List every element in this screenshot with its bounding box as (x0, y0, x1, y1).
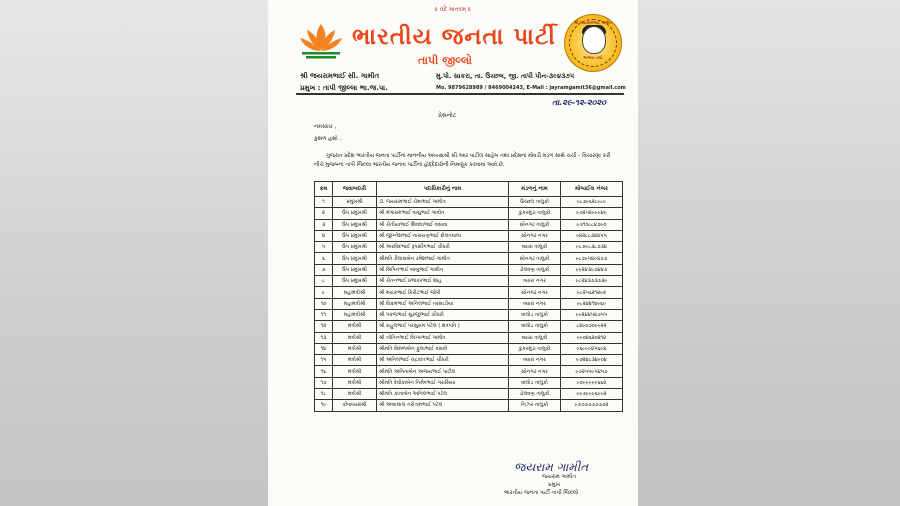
cell-serial: ૭ (315, 264, 333, 275)
cell-serial: ૧૪ (315, 343, 333, 354)
table-row (315, 309, 623, 320)
cell-mobile-number: ૯૯૨૪૪૫૪૭૫૫ (561, 309, 623, 320)
cell-mobile-number: ૯૭૨૫૨૯૯૯૪૯ (561, 208, 623, 219)
cell-officer-name: શ્રી ચેતીયાભાઈ શિવલાભાઈ વસાવા (377, 219, 509, 230)
president-name: શ્રી જયરામભાઈ સી. ગામીત (300, 72, 380, 80)
header-mandal-name: મંડળનું નામ (509, 182, 561, 197)
cell-mobile-number: ૯૭૭૭૭૭૭૭૭૨ (561, 400, 623, 411)
cell-serial: ૨ (315, 208, 333, 219)
background-left (0, 0, 268, 506)
cell-mandal-name: કુકરમુંડા તાલુકો (509, 208, 561, 219)
table-row (315, 208, 623, 219)
cell-serial: ૪ (315, 230, 333, 241)
cell-serial: ૧૨ (315, 321, 333, 332)
table-header-row (315, 182, 623, 197)
table-row (315, 332, 623, 343)
cell-mobile-number: ૯૪૨૮૮૩૪૪૫૫ (561, 230, 623, 241)
cell-officer-name: શ્રીમતિ કૈલાસબેન રમેશભાઈ ગામીત (377, 253, 509, 264)
cell-serial: ૧૭ (315, 377, 333, 388)
cell-mobile-number: ૯૬૯૯૯૪૫૬૯૪ (561, 343, 623, 354)
cell-mobile-number: ૯૮૭૯૬૨૮૯૮૯ (561, 197, 623, 208)
cell-serial: ૬ (315, 253, 333, 264)
cell-mobile-number: ૯૭૨૫૫૯૫૪૫૭ (561, 366, 623, 377)
cell-mandal-name: વાલોડ તાલુકો (509, 377, 561, 388)
table-row (315, 276, 623, 287)
table-row (315, 389, 623, 400)
signatory-organization: ભારતીય જનતા પાર્ટી તાપી જિલ્લો (504, 490, 579, 496)
table-row (315, 242, 623, 253)
cell-mobile-number: ૯૯૭૯૯૯૬૯૯૨ (561, 389, 623, 400)
table-row (315, 253, 623, 264)
header-divider (296, 93, 624, 95)
cell-officer-name: શ્રી જીગ્નેશભાઈ નારાયણભાઈ દોલતવાલા (377, 230, 509, 241)
cell-responsibility: મહામંત્રીશ્રી (333, 287, 377, 298)
cell-serial: ૧૦ (315, 298, 333, 309)
cell-mobile-number: ૯૮૭૯૮૩૮૭૩૪ (561, 242, 623, 253)
cell-responsibility: ઉપ પ્રમુખશ્રી (333, 208, 377, 219)
table-row (315, 197, 623, 208)
emblem-text: શ્રી જયરામભાઈ ગામીત (574, 20, 612, 25)
table-row (315, 400, 623, 411)
cell-officer-name: શ્રીમતિ દેવીકાબેન નિમેષભાઈ ગરાસિયા (377, 377, 509, 388)
president-title: પ્રમુખ : તાપી જીલ્લા ભા.જ.પા. (300, 84, 388, 92)
press-note-title: પ્રેસનોટ (438, 112, 457, 119)
cell-mandal-name: કુકરમુંડા તાલુકો (509, 343, 561, 354)
cell-responsibility: ઉપ પ્રમુખશ્રી (333, 219, 377, 230)
cell-responsibility: મંત્રીશ્રી (333, 355, 377, 366)
cell-mandal-name: સોનગઢ તાલુકો (509, 219, 561, 230)
cell-responsibility: પ્રમુખશ્રી (333, 197, 377, 208)
cell-serial: ૩ (315, 219, 333, 230)
cell-responsibility: મંત્રીશ્રી (333, 343, 377, 354)
appointments-table (314, 181, 623, 412)
cell-serial: ૧૧ (315, 309, 333, 320)
cell-mobile-number: ૯૮૨૪૩૭૩૭૩૯ (561, 276, 623, 287)
cell-serial: ૧૬ (315, 366, 333, 377)
body-paragraph: ગુજરાત પ્રદેશ ભારતીય જનતા પાર્ટીનાં માનનીય અધ્યક્ષશ્રી સી.આર પાટીલ સાહેબ તથા પ્રદેશનાં મોવડી મંડળ સાથે ચર્ચા – વિચારણા કરી નીચે મુજબનાં તાપી જિલ્લા ભારતીય જનતા પાર્ટીનાં હોદ્દેદારોની નિમણૂંક કરવામાં આવે છે. (314, 153, 611, 168)
cell-responsibility: ઉપ પ્રમુખશ્રી (333, 253, 377, 264)
table-row (315, 321, 623, 332)
cell-mobile-number: ૮૪૯૦૭૦૯૯૨૨ (561, 321, 623, 332)
cell-responsibility: મંત્રીશ્રી (333, 389, 377, 400)
cell-serial: ૧૮ (315, 389, 333, 400)
cell-officer-name: શ્રીમતિ કાંતાબેન અનિલભાઈ પટેલ (377, 389, 509, 400)
cell-officer-name: શ્રી વિક્રમભાઈ અનિલભાઈ તરસાડીયા (377, 298, 509, 309)
cell-officer-name: શ્રી રાહુલભાઈ પરસુરામ પટેલ ( ક્ષત્રપતિ ) (377, 321, 509, 332)
table-row (315, 366, 623, 377)
header-mobile-number: મોબાઈલ નંબર (561, 182, 623, 197)
cell-mandal-name: સોનગઢ નગર (509, 287, 561, 298)
signatory-title: પ્રમુખ (548, 482, 560, 488)
cell-officer-name: શ્રી અનિલભાઈ ચંદ્રકાંતભાઈ ચૌધરી (377, 355, 509, 366)
cell-officer-name: શ્રી ચેતનભાઈ પ્રભાકરભાઈ શાહ (377, 276, 509, 287)
table-row (315, 230, 623, 241)
greeting-line-2: કુશળ હશો , (314, 136, 342, 142)
cell-mobile-number: ૯૮૨૪૪૧૪૯૬૯ (561, 298, 623, 309)
table-row (315, 219, 623, 230)
cell-mandal-name: સોનગઢ નગર (509, 230, 561, 241)
cell-mandal-name: ડોલવણ તાલુકો (509, 264, 561, 275)
cell-officer-name: શ્રી બિપિનભાઈ બાબુભાઈ ગામીત (377, 264, 509, 275)
contact-info: Mo. 9879628989 / 8469004243, E-Mail : jayramgamit36@gmail.com (436, 85, 626, 91)
header-serial: ક્રમ (315, 182, 333, 197)
cell-officer-name: શ્રીમતિ અનિતાબેન અજયભાઈ પાટીલ (377, 366, 509, 377)
cell-mandal-name: વાલોડ તાલુકો (509, 309, 561, 320)
cell-mandal-name: સોનગઢ નગર (509, 366, 561, 377)
table-row (315, 298, 623, 309)
press-note-document (268, 0, 638, 506)
cell-officer-name: શ્રી પંકજભાઈ સુરજીભાઈ ચૌધરી (377, 309, 509, 320)
cell-mandal-name: નિઝર તાલુકો (509, 400, 561, 411)
cell-responsibility: મહામંત્રીશ્રી (333, 309, 377, 320)
table-row (315, 264, 623, 275)
table-row (315, 343, 623, 354)
cell-officer-name: ડૉ. જયરામભાઈ ચેમાભાઈ ગામીત (377, 197, 509, 208)
header-responsibility: જવાબદારી (333, 182, 377, 197)
header-top-line: ॥ વંદે માતરમ્ ॥ (434, 6, 472, 13)
cell-officer-name: શ્રી મંગારામભાઈ વાસુભાઈ ગાવીત (377, 208, 509, 219)
header-officer-name: પદાધિકારીનું નામ (377, 182, 509, 197)
background-right (638, 0, 900, 506)
cell-mobile-number: ૯૭૨૪૮૩૪૯૦૪ (561, 355, 623, 366)
cell-mobile-number: ૯૦૯૯૯૯૯૬૬૨ (561, 377, 623, 388)
cell-mobile-number: ૯૮૭૯૫૪૯૪૭૭ (561, 253, 623, 264)
cell-officer-name: શ્રી અરવિંદભાઈ રૂપસીંગભાઈ ચૌધરી (377, 242, 509, 253)
cell-mandal-name: વ્યારા નગર (509, 355, 561, 366)
table-row (315, 377, 623, 388)
address: મુ.પો. સાકરા, તા. ઉચ્છલ, જી. તાપી પીન-૩૯૪૩૭૫ (436, 72, 575, 80)
cell-mandal-name: વ્યારા તાલુકો (509, 242, 561, 253)
cell-mandal-name: વ્યારા તાલુકો (509, 332, 561, 343)
cell-officer-name: શ્રીમતિ વિમળાબેન ફુલાભાઈ વસાવે (377, 343, 509, 354)
emblem-caption: ભાજપ તાપી (583, 55, 603, 60)
cell-responsibility: ઉપ પ્રમુખશ્રી (333, 242, 377, 253)
cell-responsibility: ઉપ પ્રમુખશ્રી (333, 276, 377, 287)
cell-mandal-name: ડોલવણ તાલુકો (509, 389, 561, 400)
cell-serial: ૯ (315, 287, 333, 298)
emblem-portrait-face (582, 26, 606, 54)
cell-mobile-number: ૯૯૨૪૩૯૭૪૪૭ (561, 264, 623, 275)
cell-serial: ૮ (315, 276, 333, 287)
cell-serial: ૧ (315, 197, 333, 208)
cell-responsibility: મહામંત્રીશ્રી (333, 298, 377, 309)
cell-responsibility: મંત્રીશ્રી (333, 321, 377, 332)
cell-mandal-name: વાલોડ તાલુકો (509, 321, 561, 332)
cell-serial: ૫ (315, 242, 333, 253)
cell-mandal-name: વ્યારા નગર (509, 298, 561, 309)
cell-officer-name: શ્રી મયંકભાઈ કિરીટભાઈ જોષી (377, 287, 509, 298)
cell-responsibility: કોષાધ્યક્ષશ્રી (333, 400, 377, 411)
cell-responsibility: ઉપ પ્રમુખશ્રી (333, 264, 377, 275)
cell-officer-name: શ્રી અંબાલાલ નરોત્તમભાઈ પટેલ (377, 400, 509, 411)
greeting-line-1: નમસ્કાર , (314, 124, 337, 130)
cell-responsibility: મંત્રીશ્રી (333, 377, 377, 388)
cell-mobile-number: ૯૯૦૪૬૨૦૨૧૨ (561, 332, 623, 343)
signatory-name: જયરામ ગામીત (542, 474, 576, 480)
cell-serial: ૧૫ (315, 355, 333, 366)
cell-mobile-number: ૯૮૨૫૬૨૧૨૯૨ (561, 287, 623, 298)
cell-mandal-name: સોનગઢ તાલુકો (509, 253, 561, 264)
district-name: તાપી જીલ્લો (418, 54, 472, 67)
cell-serial: ૧૩ (315, 332, 333, 343)
cell-responsibility: ઉપ પ્રમુખશ્રી (333, 230, 377, 241)
document-date: તા.૨૯-૧૨-૨૦૨૦ (552, 98, 607, 107)
cell-responsibility: મંત્રીશ્રી (333, 366, 377, 377)
cell-mandal-name: વ્યારા નગર (509, 276, 561, 287)
lotus-logo-icon (298, 20, 344, 62)
cell-responsibility: મંત્રીશ્રી (333, 332, 377, 343)
signature-scribble: જયરામ ગામીત (514, 460, 589, 474)
cell-serial: ૧૯ (315, 400, 333, 411)
cell-mobile-number: ૯૭૧૦૮૮૪૭૯૦ (561, 219, 623, 230)
table-body (315, 197, 623, 412)
cell-mandal-name: ઉચ્છલ તાલુકો (509, 197, 561, 208)
table-row (315, 287, 623, 298)
party-name: ભારતીય જનતા પાર્ટી (352, 24, 556, 50)
table-row (315, 355, 623, 366)
cell-officer-name: શ્રી નીતિનભાઈ બિપ્પાભાઈ ગામીત (377, 332, 509, 343)
portrait-emblem-icon (564, 14, 622, 72)
